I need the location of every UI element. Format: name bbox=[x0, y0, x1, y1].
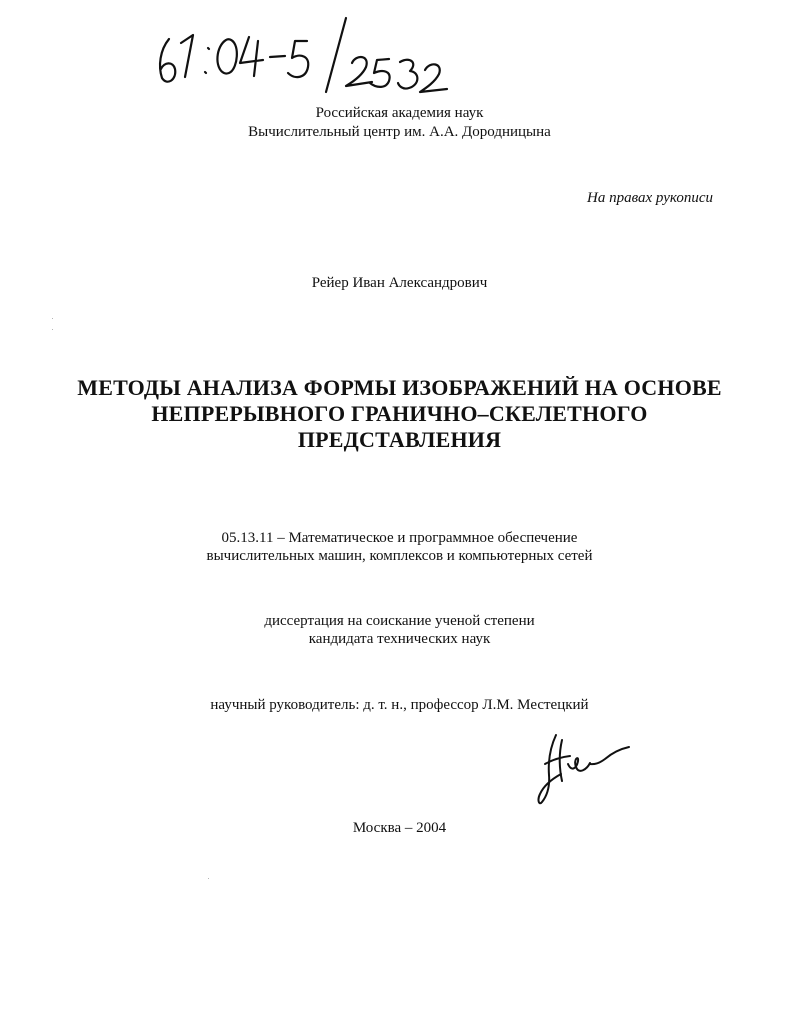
title-line-3: ПРЕДСТАВЛЕНИЯ bbox=[297, 427, 502, 452]
title-line-2: НЕПРЕРЫВНОГО ГРАНИЧНО–СКЕЛЕТНОГО bbox=[151, 401, 648, 426]
specialty-line-1: 05.13.11 – Математическое и программное обеспечение bbox=[221, 530, 578, 546]
scan-speck bbox=[52, 329, 53, 330]
title-line-1: МЕТОДЫ АНАЛИЗА ФОРМЫ ИЗОБРАЖЕНИЙ НА ОСНОВЕ bbox=[77, 375, 722, 400]
supervisor-line: научный руководитель: д. т. н., профессор Л.М. Местецкий bbox=[210, 697, 589, 713]
scan-speck bbox=[52, 318, 53, 319]
scan-speck bbox=[208, 878, 209, 879]
degree-block bbox=[0, 612, 799, 648]
degree-line-1: диссертация на соискание ученой степени bbox=[264, 613, 535, 629]
organization-line-2: Вычислительный центр им. А.А. Дородницына bbox=[248, 124, 551, 140]
organization-line-1: Российская академия наук bbox=[315, 105, 484, 121]
author-name: Рейер Иван Александрович bbox=[311, 275, 488, 291]
rights-note: На правах рукописи bbox=[587, 190, 713, 206]
specialty-line-2: вычислительных машин, комплексов и компьютерных сетей bbox=[206, 548, 593, 564]
city-year: Москва – 2004 bbox=[352, 820, 447, 836]
degree-line-2: кандидата технических наук bbox=[308, 631, 491, 647]
specialty-block bbox=[0, 529, 799, 565]
handwritten-signature bbox=[532, 718, 636, 810]
organization-block bbox=[0, 104, 799, 142]
handwritten-archive-code bbox=[150, 10, 460, 100]
dissertation-title bbox=[0, 375, 799, 453]
